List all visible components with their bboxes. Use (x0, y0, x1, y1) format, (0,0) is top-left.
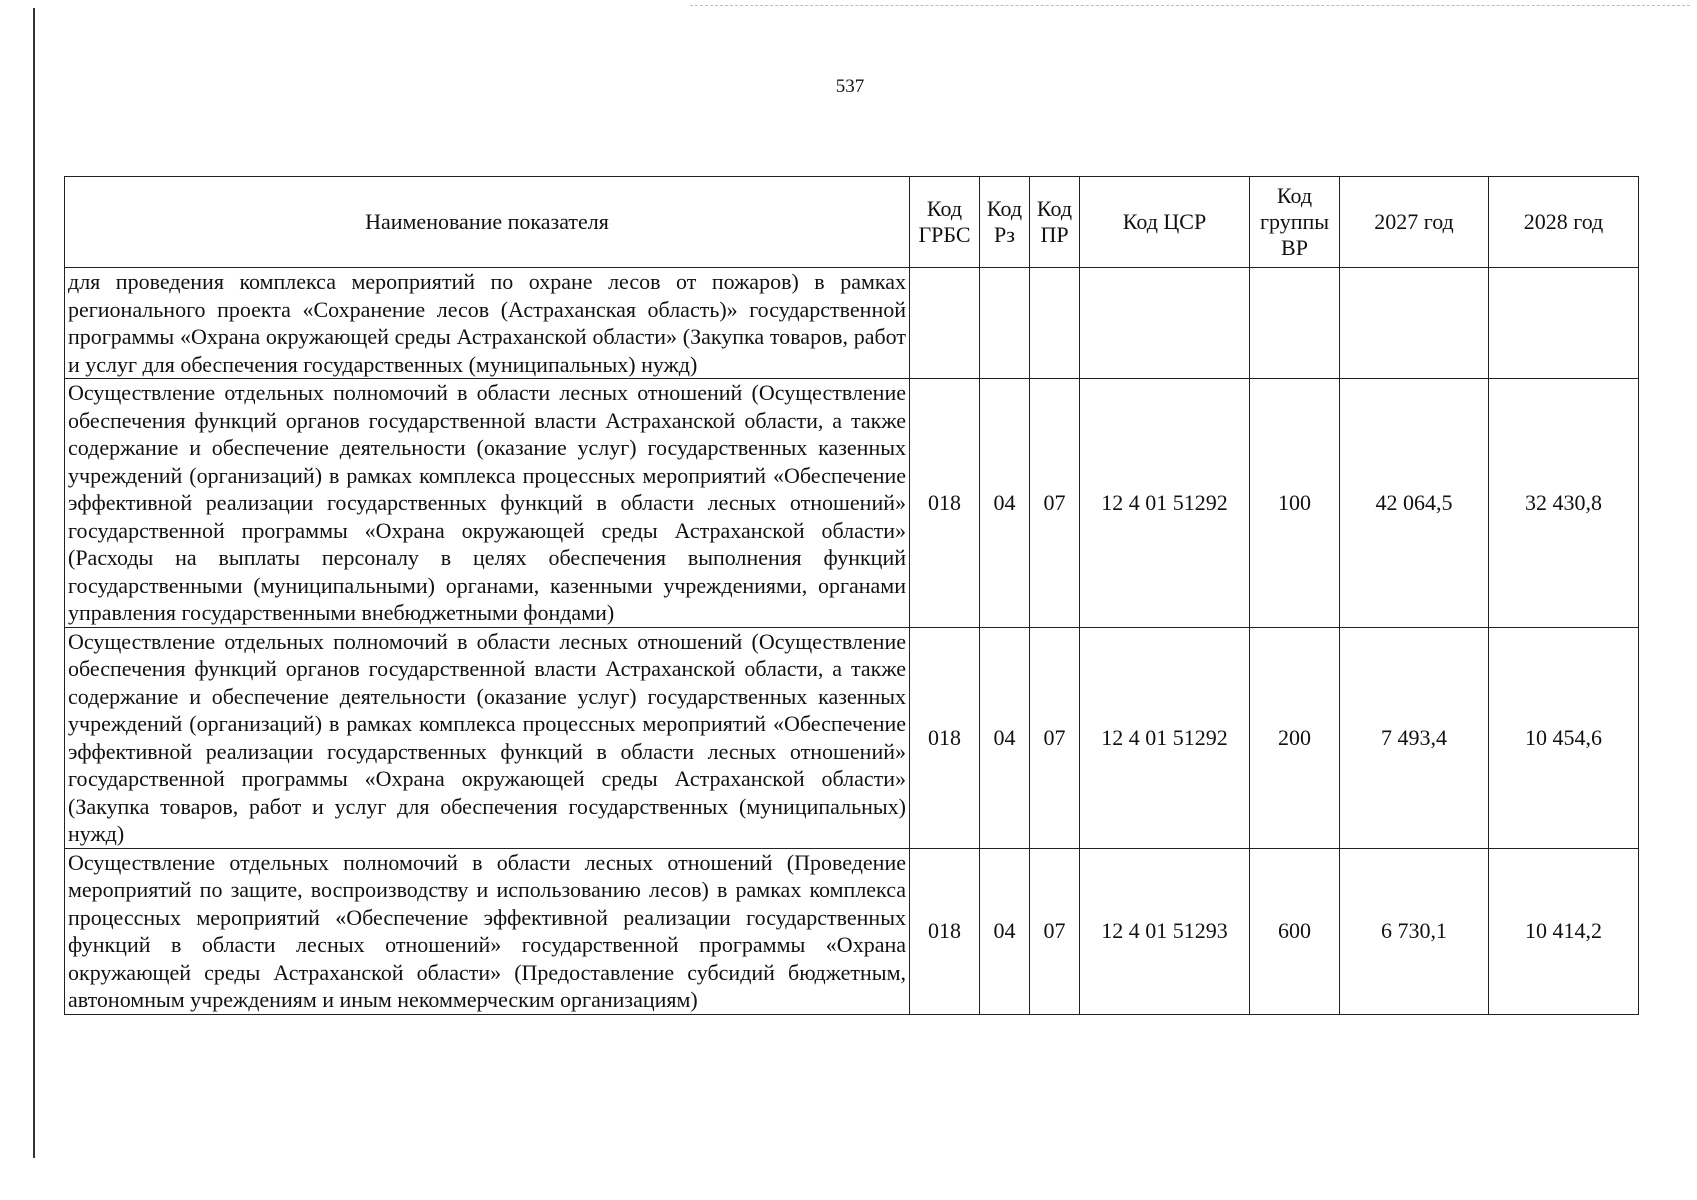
binding-margin-line (33, 8, 35, 1158)
row-rz: 04 (980, 848, 1030, 1014)
row-pr: 07 (1030, 379, 1080, 628)
row-2027 (1340, 268, 1489, 379)
row-rz (980, 268, 1030, 379)
row-2028: 32 430,8 (1489, 379, 1639, 628)
row-vr: 200 (1250, 627, 1340, 848)
table-row (65, 268, 1639, 379)
header-name: Наименование показателя (65, 177, 910, 268)
row-2028: 10 414,2 (1489, 848, 1639, 1014)
row-name: Осуществление отдельных полномочий в области лесных отношений (Осуществление обеспечения функций органов государственной власти Астраханской области, а также содержание и обеспечение деятельности (оказание услуг) государственных казенных учреждений (организаций) в рамках комплекса процессных мероприятий «Обеспечение эффективной реализации государственных функций в области лесных отношений» государственной программы «Охрана окружающей среды Астраханской области» (Закупка товаров, работ и услуг для обеспечения государственных (муниципальных) нужд) (65, 627, 910, 848)
table-header-row (65, 177, 1639, 268)
row-name: для проведения комплекса мероприятий по охране лесов от пожаров) в рамках регионального проекта «Сохранение лесов (Астраханская область)» государственной программы «Охрана окружающей среды Астраханской области» (Закупка товаров, работ и услуг для обеспечения государственных (муниципальных) нужд) (65, 268, 910, 379)
header-rz: Код Рз (980, 177, 1030, 268)
row-pr: 07 (1030, 627, 1080, 848)
row-vr: 600 (1250, 848, 1340, 1014)
row-rz: 04 (980, 379, 1030, 628)
row-name: Осуществление отдельных полномочий в области лесных отношений (Осуществление обеспечения функций органов государственной власти Астраханской области, а также содержание и обеспечение деятельности (оказание услуг) государственных казенных учреждений (организаций) в рамках комплекса процессных мероприятий «Обеспечение эффективной реализации государственных функций в области лесных отношений» государственной программы «Охрана окружающей среды Астраханской области» (Расходы на выплаты персоналу в целях обеспечения выполнения функций государственными (муниципальными) органами, казенными учреждениями, органами управления государственными внебюджетными фондами) (65, 379, 910, 628)
header-vr: Код группы ВР (1250, 177, 1340, 268)
row-2027: 42 064,5 (1340, 379, 1489, 628)
row-2027: 6 730,1 (1340, 848, 1489, 1014)
row-grbs: 018 (910, 627, 980, 848)
page-number: 537 (835, 76, 865, 97)
row-rz: 04 (980, 627, 1030, 848)
scan-edge-line (690, 5, 1690, 6)
row-grbs (910, 268, 980, 379)
row-2028 (1489, 268, 1639, 379)
row-pr: 07 (1030, 848, 1080, 1014)
table-row (65, 379, 1639, 628)
header-csr: Код ЦСР (1080, 177, 1250, 268)
row-csr: 12 4 01 51292 (1080, 379, 1250, 628)
row-csr: 12 4 01 51293 (1080, 848, 1250, 1014)
row-2028: 10 454,6 (1489, 627, 1639, 848)
row-vr (1250, 268, 1340, 379)
header-grbs: Код ГРБС (910, 177, 980, 268)
row-name: Осуществление отдельных полномочий в области лесных отношений (Проведение мероприятий по защите, воспроизводству и использованию лесов) в рамках комплекса процессных мероприятий «Обеспечение эффективной реализации государственных функций в области лесных отношений» государственной программы «Охрана окружающей среды Астраханской области» (Предоставление субсидий бюджетным, автономным учреждениям и иным некоммерческим организациям) (65, 848, 910, 1014)
header-2028: 2028 год (1489, 177, 1639, 268)
row-vr: 100 (1250, 379, 1340, 628)
table-row (65, 627, 1639, 848)
row-grbs: 018 (910, 379, 980, 628)
row-pr (1030, 268, 1080, 379)
row-grbs: 018 (910, 848, 980, 1014)
header-pr: Код ПР (1030, 177, 1080, 268)
header-2027: 2027 год (1340, 177, 1489, 268)
table-row (65, 848, 1639, 1014)
row-csr (1080, 268, 1250, 379)
budget-table (64, 176, 1639, 1015)
row-2027: 7 493,4 (1340, 627, 1489, 848)
row-csr: 12 4 01 51292 (1080, 627, 1250, 848)
